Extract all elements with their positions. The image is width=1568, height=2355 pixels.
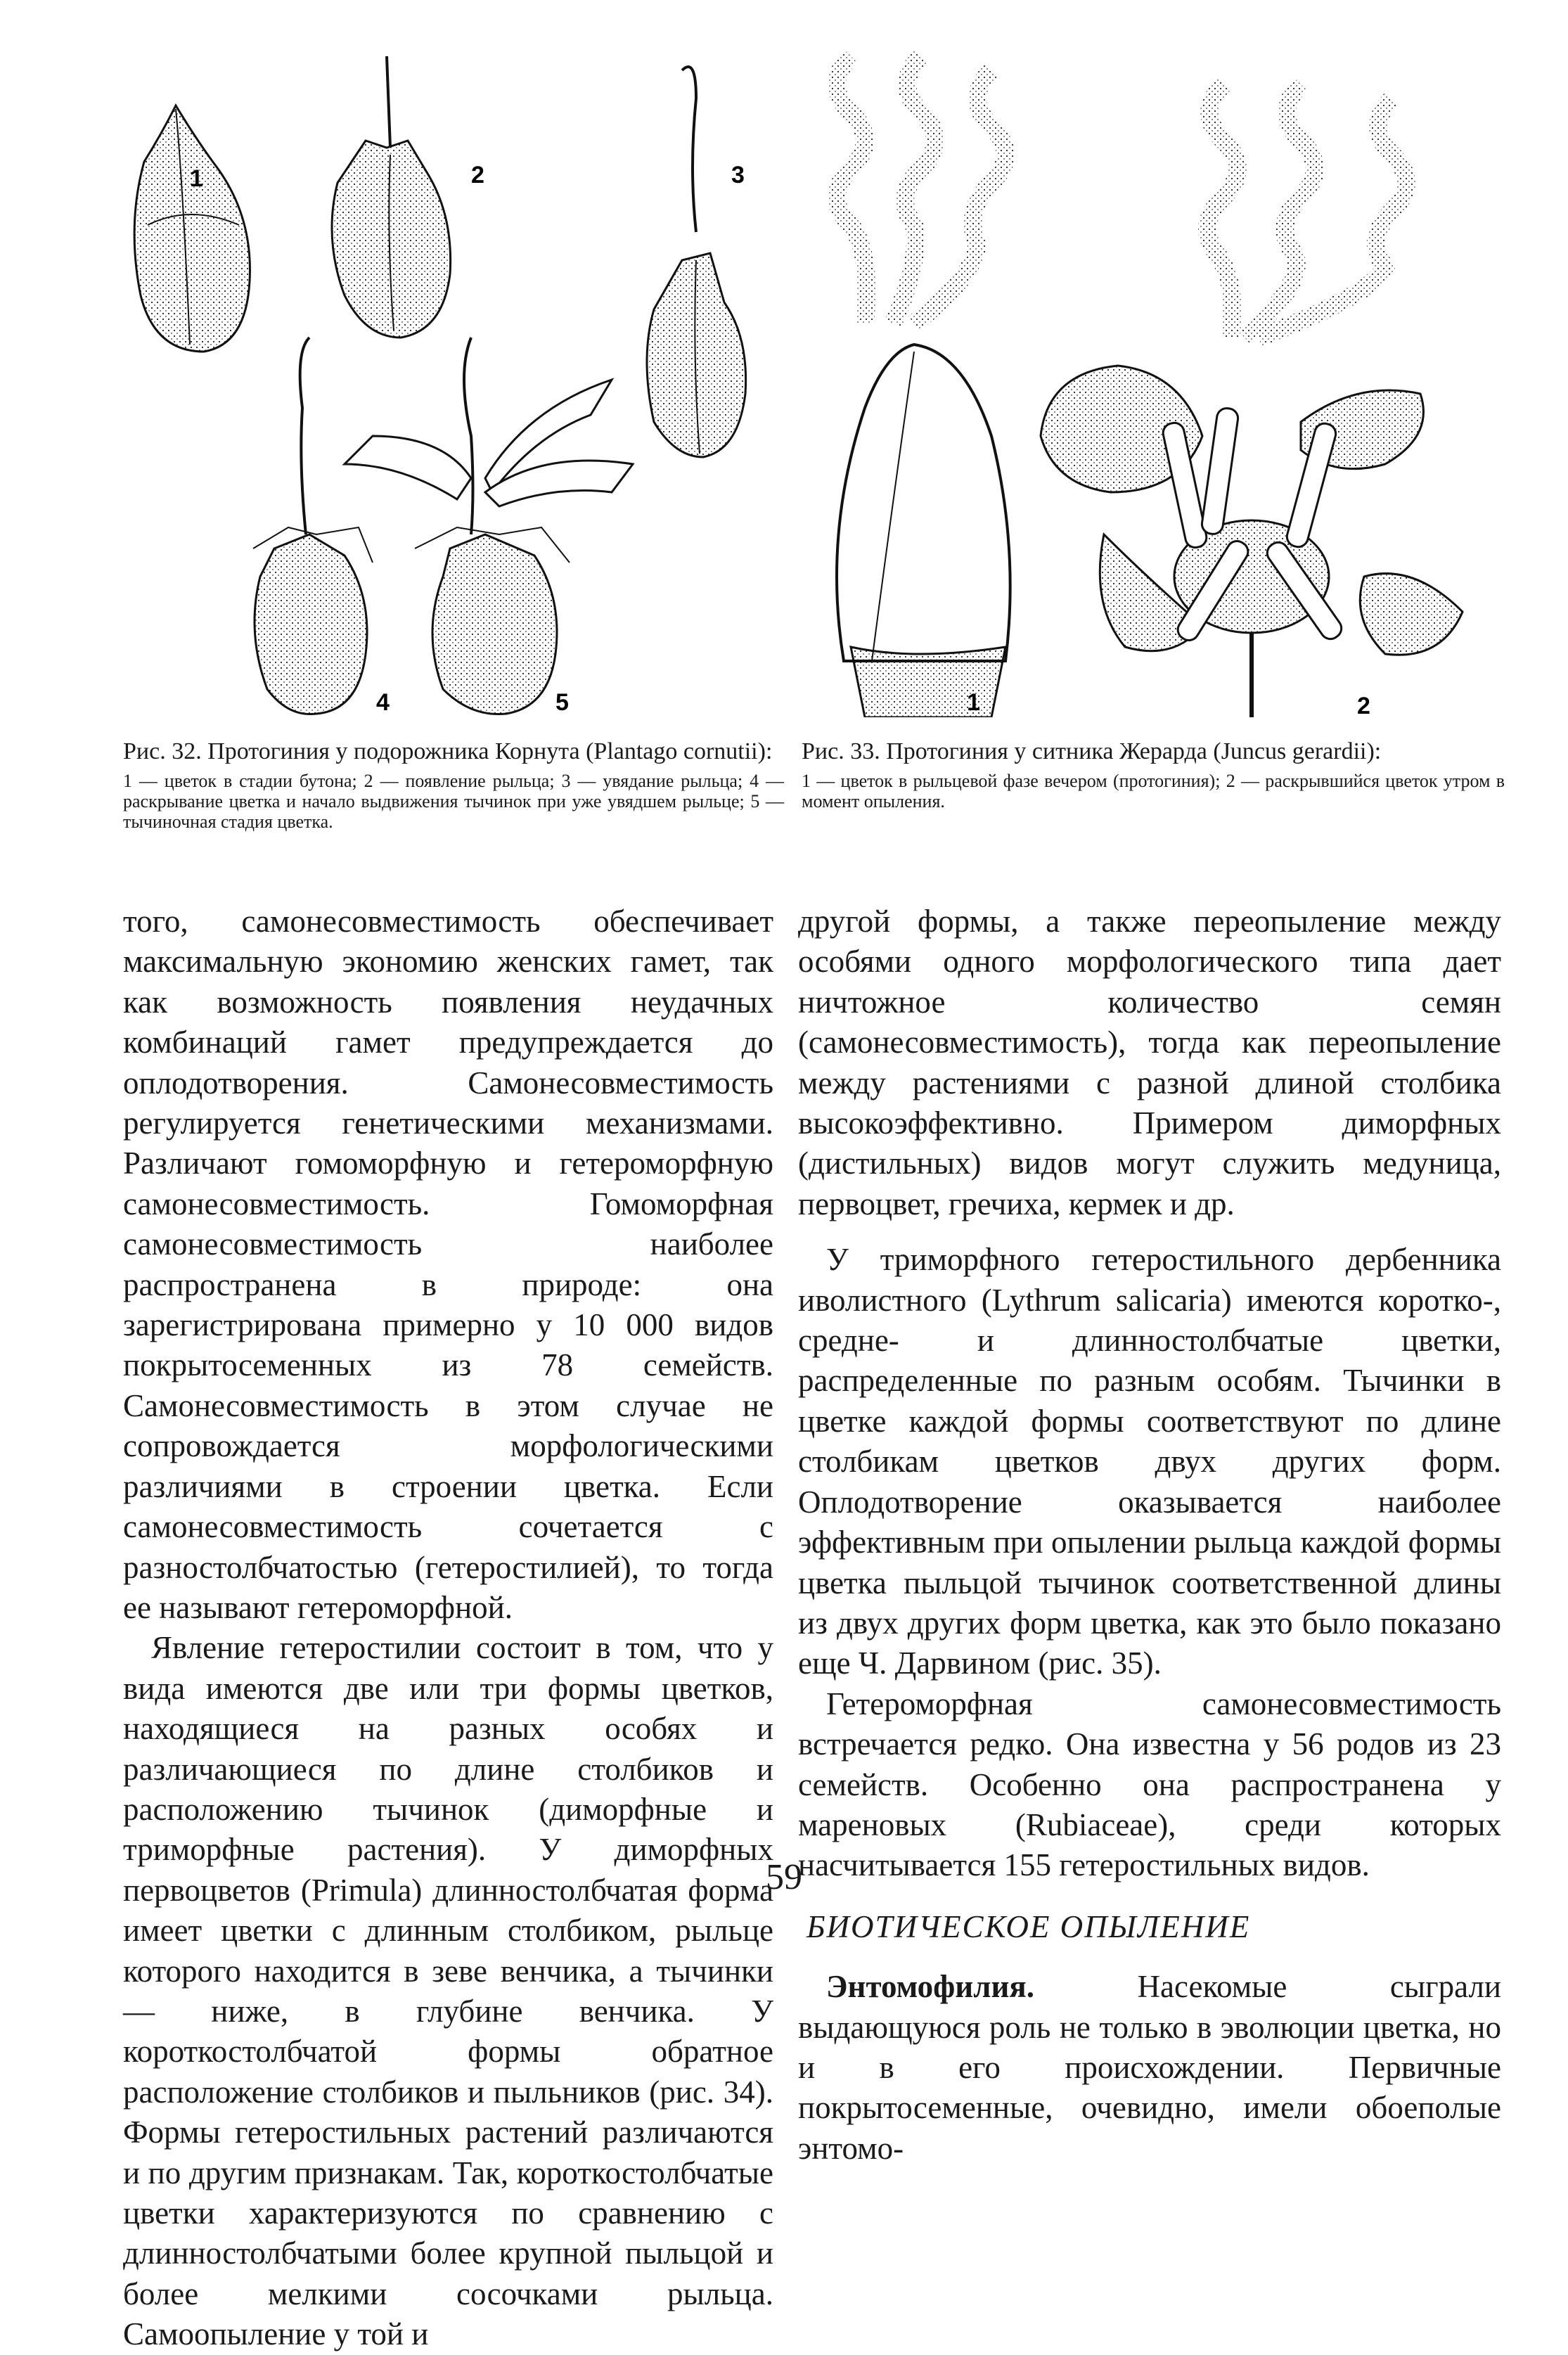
plantago-opening-drawing	[253, 338, 373, 714]
figure-32-caption-title: Рис. 32. Протогиния у подорожника Корнута (Plantago cornutii):	[123, 738, 773, 764]
figure-33-caption	[802, 738, 1505, 811]
fig32-label-4: 4	[376, 689, 390, 716]
figure-32-caption	[123, 738, 784, 832]
term-entomophily: Энтомофилия.	[826, 1969, 1034, 2005]
figure-32-caption-legend: 1 — цветок в стадии бутона; 2 — появление рыльца; 3 — увядание рыльца; 4 — раскрывание цветка и начало выдвижения тычинок при уже увядшем рыльце; 5 — тычиночная стадия цветка.	[123, 771, 784, 832]
section-heading: БИОТИЧЕСКОЕ ОПЫЛЕНИЕ	[807, 1908, 1251, 1944]
fig33-label-1: 1	[967, 689, 980, 716]
plantago-stigma-emerging-drawing	[332, 56, 451, 338]
figure-32-illustration	[77, 42, 766, 717]
fig32-label-3: 3	[731, 162, 745, 188]
left-text-column	[123, 901, 773, 2355]
fig32-label-2: 2	[471, 162, 484, 188]
plantago-stigma-wilting-drawing	[647, 67, 746, 457]
figure-33-illustration	[809, 42, 1512, 717]
plantago-bud-drawing	[134, 105, 250, 352]
right-paragraph-2: У триморфного гетеростильного дербенника иволистного (Lythrum salicaria) имеются коротко-, средне- и длинностолбчатые цветки, распределенные по разным особям. Тычинки в цветке каждой формы соответствуют по длине столбикам цветков двух других форм. Оплодотворение оказывается наиболее эффективным при опылении рыльца каждой формы цветка пыльцой тычинок соответственной длины из двух других форм цветка, как это было показано еще Ч. Дарвином (рис. 35).	[798, 1242, 1501, 1681]
right-paragraph-4	[798, 1967, 1501, 2169]
page-number: 59	[766, 1857, 802, 1897]
juncus-open-flower-drawing	[1041, 84, 1463, 717]
left-paragraph-1: того, самонесовместимость обеспечивает максимальную экономию женских гамет, так как возможность появления неудачных комбинаций гамет предупреждается до оплодотворения. Самонесовместимость регулируется генетическими механизмами. Различают гомоморфную и гетероморфную самонесовместимость. Гомоморфная самонесовместимость наиболее распространена в природе: она зарегистрирована примерно у 10 000 видов покрытосеменных из 78 семейств. Самонесовместимость в этом случае не сопровождается морфологическими различиями в строении цветка. Если самонесовместимость сочетается с разностолбчатостью (гетеростилией), то тогда ее называют гетероморфной.	[123, 904, 773, 1625]
right-text-column	[798, 901, 1501, 2169]
juncus-stigma-phase-drawing	[837, 56, 1010, 717]
plantago-stamen-stage-drawing	[345, 338, 633, 714]
fig32-label-1: 1	[190, 165, 203, 192]
left-paragraph-2: Явление гетеростилии состоит в том, что у вида имеются две или три формы цветков, находящиеся на разных особях и различающиеся по длине столбиков и расположению тычинок (диморфные и триморфные растения). У диморфных первоцветов (Primula) длинностолбчатая форма имеет цветки с длинным столбиком, рыльце которого находится в зеве венчика, а тычинки — ниже, в глубине венчика. У короткостолбчатой формы обратное расположение столбиков и пыльников (рис. 34). Формы гетеростильных растений различаются и по другим признакам. Так, короткостолбчатые цветки характеризуются по сравнению с длинностолбчатыми более крупной пыльцой и более мелкими сосочками рыльца. Самоопыление у той и	[123, 1630, 773, 2352]
right-paragraph-3: Гетероморфная самонесовместимость встречается редко. Она известна у 56 родов из 23 семейств. Особенно она распространена у мареновых (Rubiaceae), среди которых насчитывается 155 гетеростильных видов.	[798, 1686, 1501, 1883]
fig33-label-2: 2	[1357, 693, 1370, 717]
figure-33-caption-legend: 1 — цветок в рыльцевой фазе вечером (протогиния); 2 — раскрывшийся цветок утром в момент опыления.	[802, 771, 1505, 811]
right-paragraph-1: другой формы, а также переопыление между особями одного морфологического типа дает ничтожное количество семян (самонесовместимость), тогда как переопыление между растениями с разной длиной столбика высокоэффективно. Примером диморфных (дистильных) видов могут служить медуница, первоцвет, гречиха, кермек и др.	[798, 904, 1501, 1221]
figure-33-caption-title: Рис. 33. Протогиния у ситника Жерарда (Juncus gerardii):	[802, 738, 1382, 764]
fig32-label-5: 5	[555, 689, 569, 716]
right-paragraph-4-text: Насекомые сыграли выдающуюся роль не только в эволюции цветка, но и в его происхождении. Первичные покрытосеменные, очевидно, имели обоеполые энтомо-	[798, 1969, 1501, 2166]
